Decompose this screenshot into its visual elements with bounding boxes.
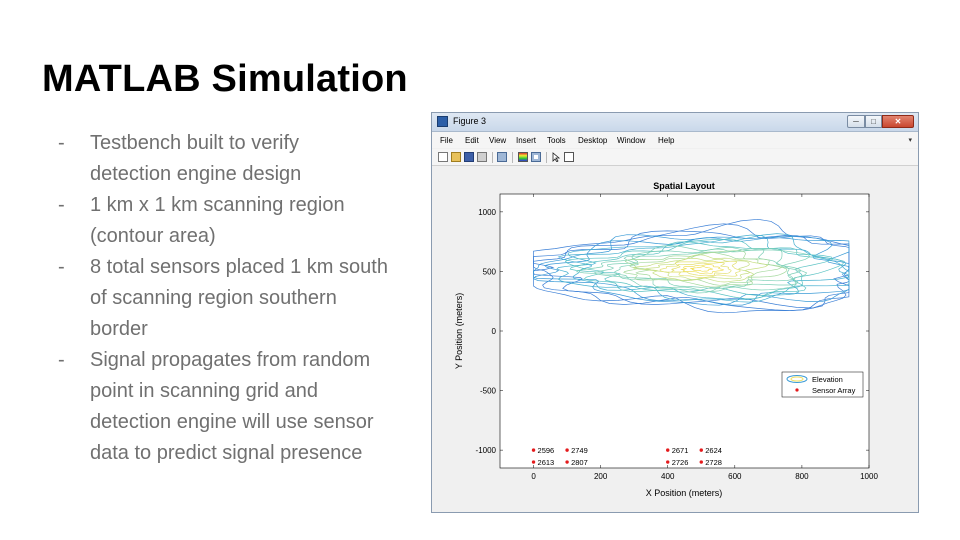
bullet-dash: - bbox=[58, 132, 65, 154]
sensor-marker[interactable] bbox=[700, 460, 703, 463]
sensor-marker[interactable] bbox=[700, 448, 703, 451]
bullet-text-line: Testbench built to verify bbox=[90, 132, 299, 154]
bullet-dash: - bbox=[58, 256, 65, 278]
y-tick-label: 1000 bbox=[478, 207, 496, 217]
slide-title: MATLAB Simulation bbox=[42, 58, 408, 100]
x-tick-label: 0 bbox=[531, 472, 536, 481]
y-axis-label: Y Position (meters) bbox=[454, 292, 464, 370]
bullet-text-line: of scanning region southern bbox=[90, 287, 337, 309]
bullet-dash: - bbox=[58, 194, 65, 216]
toolbar-separator bbox=[512, 152, 513, 163]
sensor-label: 2613 bbox=[537, 458, 555, 468]
x-tick-label: 400 bbox=[661, 472, 675, 481]
sensor-label: 2671 bbox=[671, 446, 689, 456]
sensor-legend-icon bbox=[795, 388, 798, 391]
sensor-label: 2726 bbox=[671, 458, 689, 468]
bullet-item bbox=[58, 252, 418, 345]
window-title: Figure 3 bbox=[453, 116, 487, 126]
menu-item-file[interactable]: File bbox=[440, 136, 453, 145]
menu-item-edit[interactable]: Edit bbox=[465, 136, 479, 145]
sensor-label: 2596 bbox=[537, 446, 555, 456]
legend-entry-sensor-array: Sensor Array bbox=[812, 386, 856, 395]
x-axis-label: X Position (meters) bbox=[645, 488, 723, 498]
zoom-icon[interactable] bbox=[497, 152, 507, 162]
window-titlebar[interactable] bbox=[432, 113, 918, 132]
menu-item-view[interactable]: View bbox=[489, 136, 507, 145]
bullet-list bbox=[58, 128, 418, 469]
minimize-button[interactable]: ─ bbox=[847, 115, 865, 128]
maximize-button[interactable]: □ bbox=[865, 115, 882, 128]
data-cursor-icon[interactable] bbox=[564, 152, 574, 162]
bullet-dash: - bbox=[58, 349, 65, 371]
save-icon[interactable] bbox=[464, 152, 474, 162]
sensor-marker[interactable] bbox=[532, 448, 535, 451]
y-tick-label: 0 bbox=[491, 327, 496, 336]
y-tick-label: 500 bbox=[482, 267, 496, 277]
menu-item-desktop[interactable]: Desktop bbox=[578, 136, 608, 145]
sensor-label: 2728 bbox=[705, 458, 722, 468]
menu-overflow-icon[interactable]: ▾ bbox=[908, 137, 912, 144]
print-icon[interactable] bbox=[477, 152, 487, 162]
toolbar-separator bbox=[492, 152, 493, 163]
x-tick-label: 600 bbox=[728, 472, 742, 481]
legend[interactable] bbox=[782, 372, 863, 397]
sensor-marker[interactable] bbox=[565, 460, 568, 463]
spatial-layout-chart bbox=[432, 166, 918, 512]
menu-item-window[interactable]: Window bbox=[617, 136, 646, 145]
axes-box bbox=[500, 194, 869, 468]
x-tick-label: 1000 bbox=[860, 472, 878, 481]
sensor-marker[interactable] bbox=[532, 460, 535, 463]
bullet-text-line: point in scanning grid and bbox=[90, 380, 318, 402]
plot-area bbox=[432, 166, 918, 512]
bullet-text-line: border bbox=[90, 318, 148, 340]
bullet-text-line: 1 km x 1 km scanning region bbox=[90, 194, 345, 216]
new-figure-icon[interactable] bbox=[438, 152, 448, 162]
sensor-label: 2624 bbox=[705, 446, 722, 456]
matlab-figure-window[interactable] bbox=[431, 112, 919, 513]
sensor-marker[interactable] bbox=[666, 448, 669, 451]
menu-item-insert[interactable]: Insert bbox=[516, 136, 537, 145]
bullet-text-line: Signal propagates from random bbox=[90, 349, 371, 371]
pointer-icon[interactable] bbox=[551, 152, 561, 162]
bullet-item bbox=[58, 190, 418, 252]
bullet-item bbox=[58, 128, 418, 190]
toolbar-separator bbox=[546, 152, 547, 163]
menu-item-tools[interactable]: Tools bbox=[547, 136, 566, 145]
open-file-icon[interactable] bbox=[451, 152, 461, 162]
colorbar-icon[interactable] bbox=[518, 152, 528, 162]
y-tick-label: -500 bbox=[479, 386, 496, 396]
x-tick-label: 800 bbox=[795, 472, 809, 481]
sensor-label: 2749 bbox=[571, 446, 588, 456]
legend-icon[interactable] bbox=[531, 152, 541, 162]
matlab-figure-icon bbox=[437, 116, 448, 127]
close-button[interactable]: ✕ bbox=[882, 115, 914, 128]
figure-toolbar bbox=[432, 149, 918, 166]
bullet-text-line: detection engine will use sensor bbox=[90, 411, 374, 433]
legend-entry-elevation: Elevation bbox=[812, 375, 843, 384]
menu-item-help[interactable]: Help bbox=[658, 136, 675, 145]
bullet-item bbox=[58, 345, 418, 469]
sensor-marker[interactable] bbox=[666, 460, 669, 463]
sensor-marker[interactable] bbox=[565, 448, 568, 451]
y-tick-label: -1000 bbox=[475, 446, 496, 456]
sensor-label: 2807 bbox=[571, 458, 588, 468]
bullet-text-line: detection engine design bbox=[90, 163, 302, 185]
bullet-text-line: data to predict signal presence bbox=[90, 442, 363, 464]
x-tick-label: 200 bbox=[593, 472, 608, 481]
chart-title: Spatial Layout bbox=[653, 181, 715, 191]
menu-bar bbox=[432, 132, 918, 148]
bullet-text-line: (contour area) bbox=[90, 225, 216, 247]
bullet-text-line: 8 total sensors placed 1 km south bbox=[90, 256, 388, 278]
